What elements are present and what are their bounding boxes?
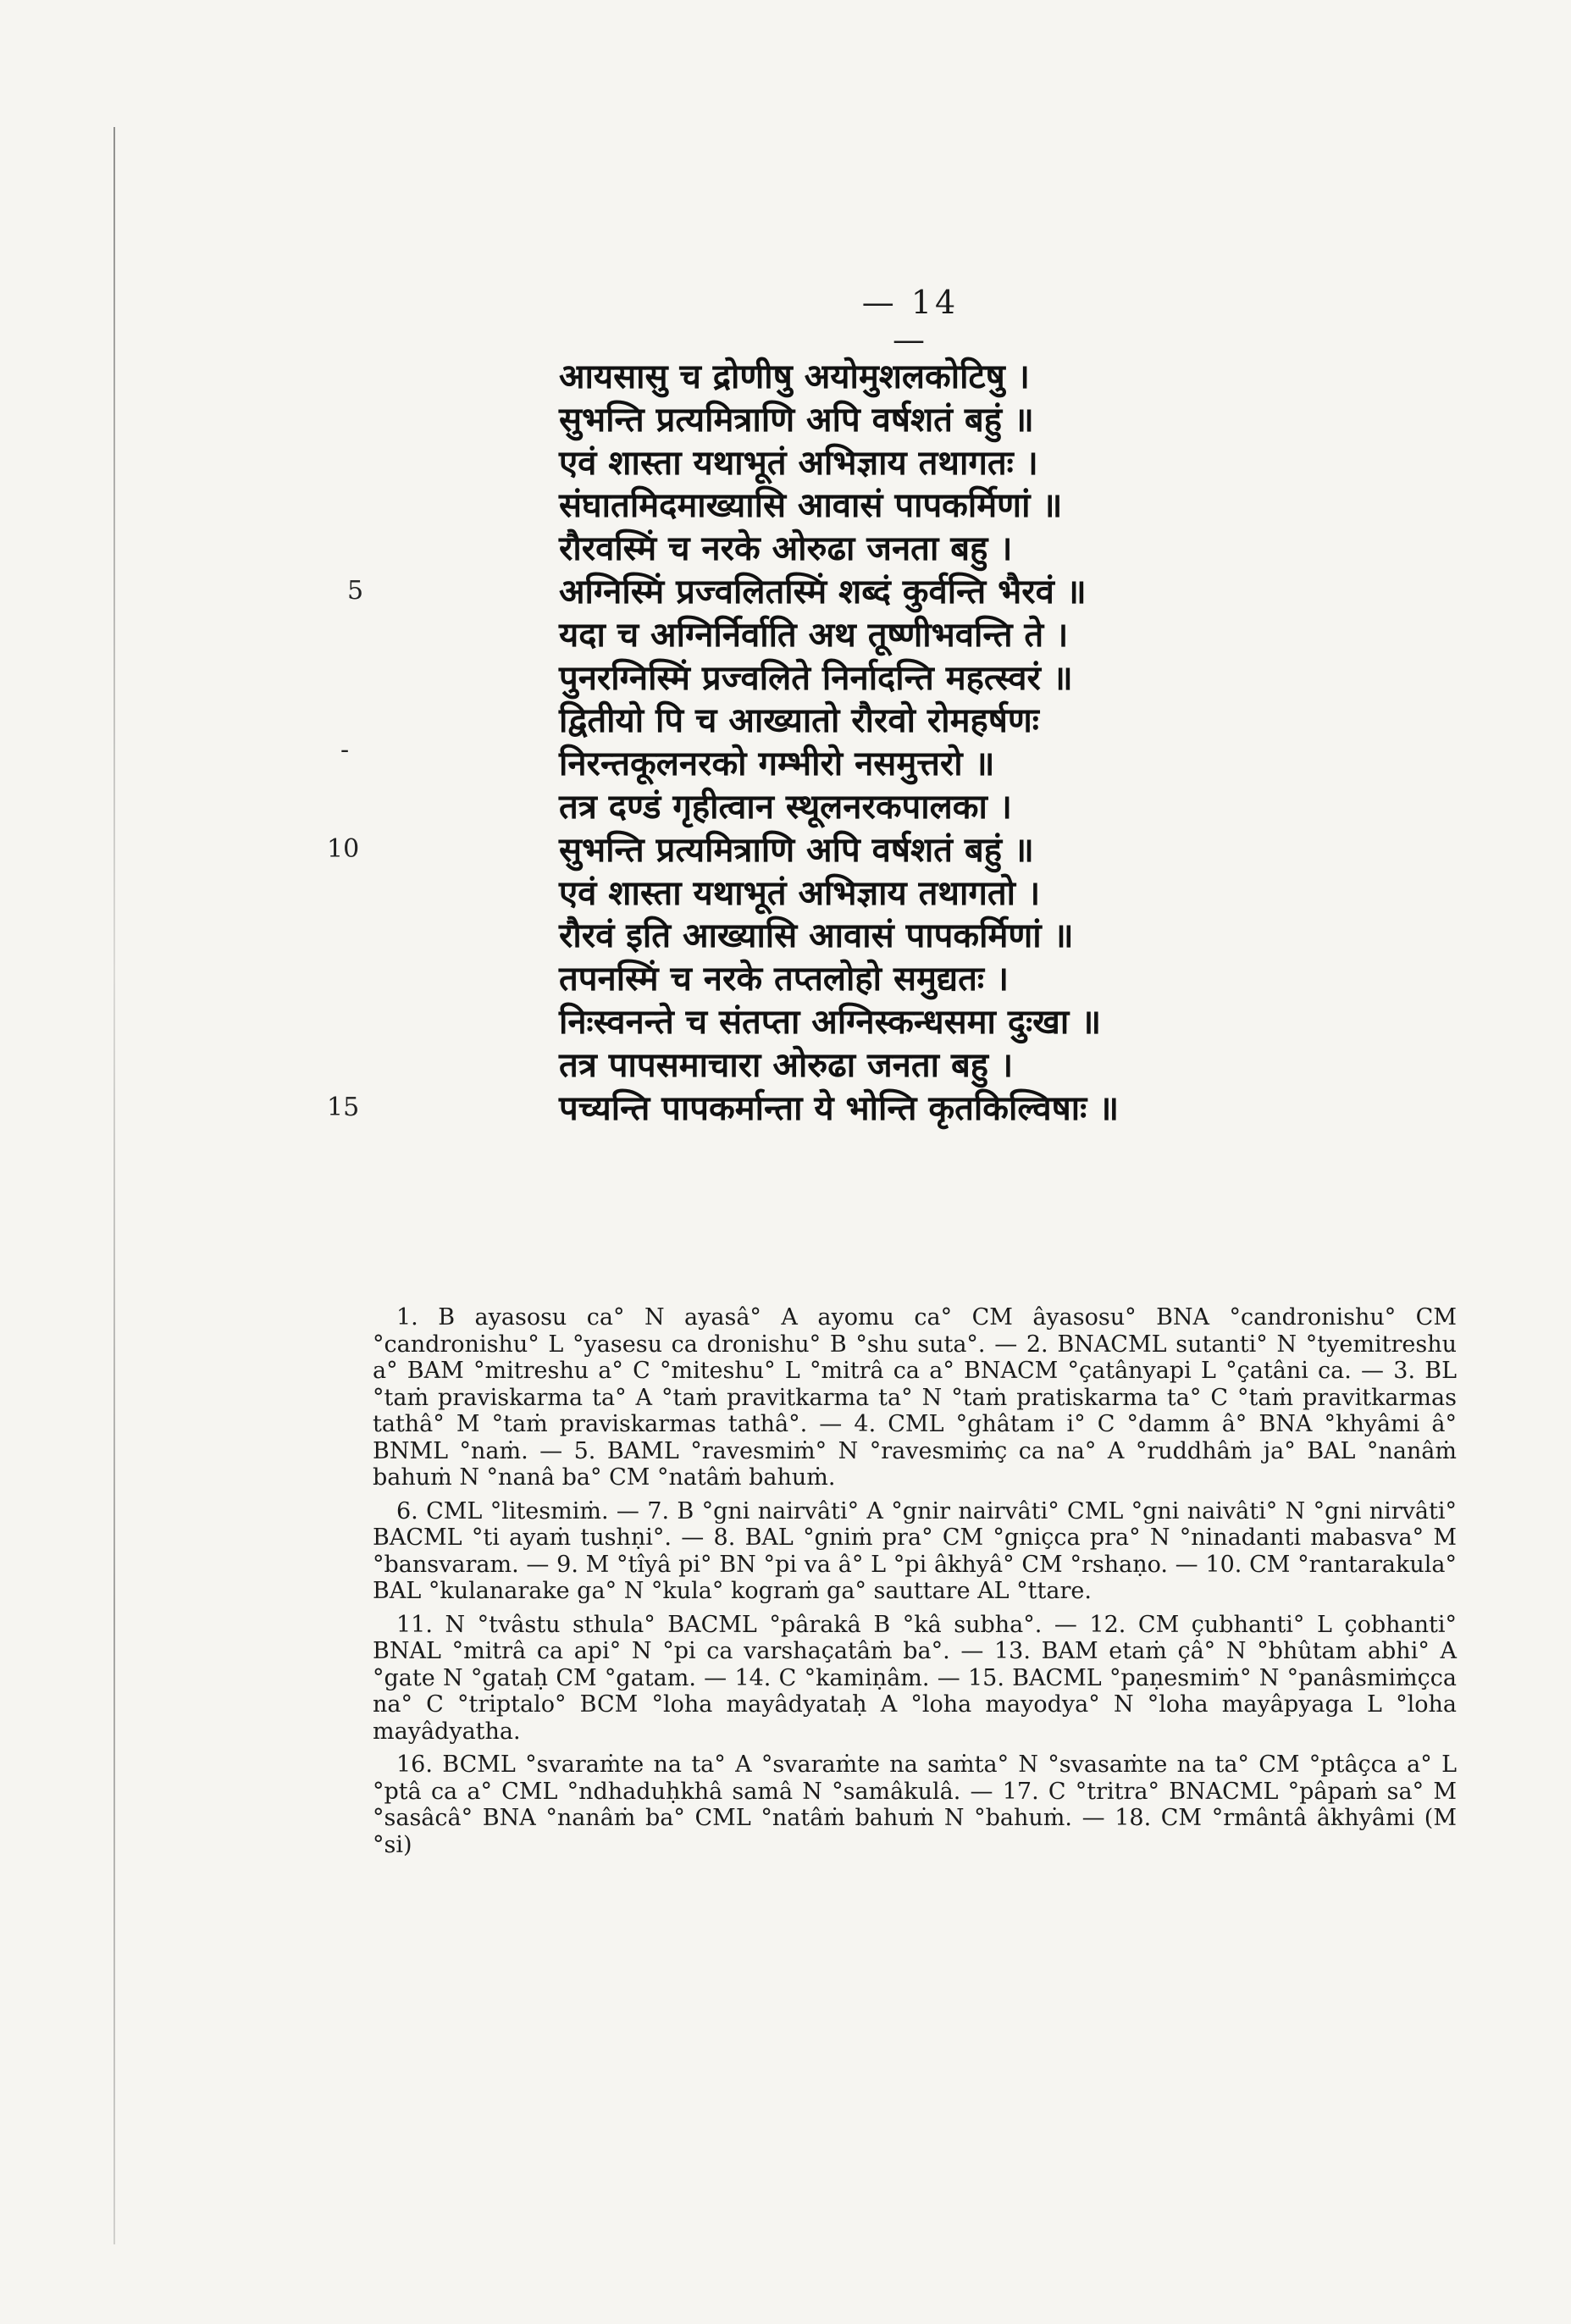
verse-line: रौरवं इति आख्यासि आवासं पापकर्मिणां ॥: [559, 916, 1074, 956]
verse-line: संघातमिदमाख्यासि आवासं पापकर्मिणां ॥: [559, 486, 1063, 526]
note-paragraph: 16. BCML °svaraṁte na ta° A °svaraṁte na saṁta° N °svasaṁte na ta° CM °ptâçca a° L °ptâ ca a° CML °ndhaduḥkhâ samâ N °samâkulâ. — 17. C °tritra° BNACML °pâpaṁ sa° M °sasâcâ° BNA °nanâṁ ba° CML °natâṁ bahuṁ N °bahuṁ. — 18. CM °rmântâ âkhyâmi (M °si): [373, 1751, 1457, 1858]
verse-line: अग्निस्मिं प्रज्वलितस्मिं शब्दं कुर्वन्ति भैरवं ॥: [559, 572, 1087, 611]
note-paragraph: 6. CML °litesmiṁ. — 7. B °gni nairvâti° A °gnir nairvâti° CML °gni naivâti° N °gni nirvâti° BACML °ti ayaṁ tushṇi°. — 8. BAL °gniṁ pra° CM °gniçca pra° N °ninadanti mabasva° M °bansvaram. — 9. M °tîyâ pi° BN °pi va â° L °pi âkhyâ° CM °rshaṇo. — 10. CM °rantarakula° BAL °kulanarake ga° N °kula° kograṁ ga° sauttare AL °ttare.: [373, 1497, 1457, 1604]
verse-line: द्वितीयो पि च आख्यातो रौरवो रोमहर्षणः: [559, 701, 1039, 741]
verse-line: निरन्तकूलनरको गम्भीरो नसमुत्तरो ॥: [559, 744, 995, 784]
verse-line: एवं शास्ता यथाभूतं अभिज्ञाय तथागतः ।: [559, 443, 1038, 483]
line-number-5: 5: [347, 576, 364, 606]
verse-line: पच्यन्ति पापकर्मान्ता ये भोन्ति कृतकिल्विषाः ॥: [559, 1088, 1120, 1128]
binding-edge-line: [113, 127, 115, 2244]
sanskrit-verse-block: [559, 356, 1321, 1130]
verse-line: रौरवस्मिं च नरके ओरुढा जनता बहु ।: [559, 529, 1013, 569]
line-number-15: 15: [327, 1093, 360, 1122]
note-paragraph: 1. B ayasosu ca° N ayasâ° A ayomu ca° CM âyasosu° BNA °candronishu° CM °candronishu° L °yasesu ca dronishu° B °shu suta°. — 2. BNACML sutanti° N °tyemitreshu a° BAM °mitreshu a° C °miteshu° L °mitrâ ca a° BNACM °çatânyapi L °çatâni ca. — 3. BL °taṁ praviskarma ta° A °taṁ pravitkarma ta° N °taṁ pratiskarma ta° C °taṁ pravitkarmas tathâ° M °taṁ praviskarmas tathâ°. — 4. CML °ghâtam i° C °damm â° BNA °khyâmi â° BNML °naṁ. — 5. BAML °ravesmiṁ° N °ravesmiṁç ca na° A °ruddhâṁ ja° BAL °nanâṁ bahuṁ N °nanâ ba° CM °natâṁ bahuṁ.: [373, 1304, 1457, 1491]
verse-line: आयसासु च द्रोणीषु अयोमुशलकोटिषु ।: [559, 357, 1030, 396]
verse-line: सुभन्ति प्रत्यमित्राणि अपि वर्षशतं बहुं ॥: [559, 400, 1034, 440]
verse-line: पुनरग्निस्मिं प्रज्वलिते निर्नादन्ति महत्स्वरं ॥: [559, 658, 1073, 698]
critical-apparatus-notes: [373, 1304, 1457, 1865]
verse-line: तत्र दण्डं गृहीत्वान स्थूलनरकपालका ।: [559, 787, 1012, 827]
page-number: — 14 —: [861, 284, 960, 358]
note-paragraph: 11. N °tvâstu sthula° BACML °pârakâ B °kâ subha°. — 12. CM çubhanti° L çobhanti° BNAL °mitrâ ca api° N °pi ca varshaçatâṁ ba°. — 13. BAM etaṁ çâ° N °bhûtam abhi° A °gate N °gataḥ CM °gatam. — 14. C °kamiṇâm. — 15. BACML °paṇesmiṁ° N °panâsmiṁçca na° C °triptalo° BCM °loha mayâdyataḥ A °loha mayodya° N °loha mayâpyaga L °loha mayâdyatha.: [373, 1611, 1457, 1745]
verse-line: एवं शास्ता यथाभूतं अभिज्ञाय तथागतो ।: [559, 873, 1041, 913]
verse-line: सुभन्ति प्रत्यमित्राणि अपि वर्षशतं बहुं ॥: [559, 830, 1034, 870]
verse-line: निःस्वनन्ते च संतप्ता अग्निस्कन्धसमा दुःखा ॥: [559, 1002, 1102, 1042]
margin-dash: -: [340, 735, 350, 765]
verse-line: तपनस्मिं च नरके तप्तलोहो समुद्यतः ।: [559, 960, 1010, 999]
line-number-10: 10: [327, 834, 360, 864]
verse-line: यदा च अग्निर्निर्वाति अथ तूष्णीभवन्ति ते ।: [559, 615, 1069, 655]
verse-line: तत्र पापसमाचारा ओरुढा जनता बहु ।: [559, 1045, 1014, 1085]
